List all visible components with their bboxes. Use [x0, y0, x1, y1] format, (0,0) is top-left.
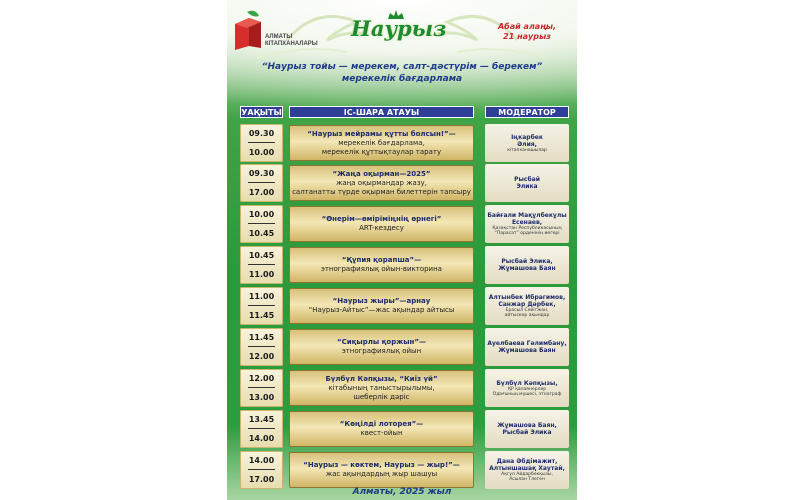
time-start: 09.30 — [248, 169, 275, 178]
event-title: “Наурыз жыры”—арнау — [332, 297, 431, 305]
moderator-cell — [485, 287, 569, 325]
moderator-name-2: Есенаев, — [511, 219, 543, 226]
event-cell — [289, 288, 474, 324]
event-desc: жаңа оқырмандар жазу, — [336, 178, 427, 187]
moderator-name: Ауелбаева Гәлимбану, — [487, 340, 567, 347]
time-end: 11.00 — [248, 270, 275, 279]
moderator-name-2: Жұмашова Баян — [498, 265, 556, 272]
time-divider — [248, 346, 275, 347]
time-cell — [240, 410, 283, 448]
time-cell — [240, 451, 283, 489]
event-title: “Наурыз — көктем, Наурыз — жыр!”— — [303, 461, 460, 469]
moderator-name-2: Рысбай Элика — [502, 429, 552, 436]
moderator-name: Алтынбек Ибрагимов, — [488, 294, 566, 301]
event-desc: этнографиялық ойын — [341, 347, 422, 355]
event-cell — [289, 452, 474, 488]
moderator-name-2: Жұмашова Баян — [498, 347, 556, 354]
time-divider — [248, 305, 275, 306]
schedule-row — [227, 164, 577, 202]
time-divider — [248, 223, 275, 224]
time-divider — [248, 182, 275, 183]
event-desc: ART-кездесу — [359, 224, 404, 232]
event-desc: квест-ойын — [360, 429, 403, 437]
moderator-name-2: Санжар Дәрбек, — [498, 301, 556, 308]
time-end: 12.00 — [248, 352, 275, 361]
time-divider — [248, 264, 275, 265]
time-start: 12.00 — [248, 374, 275, 383]
time-cell — [240, 124, 283, 162]
event-title: Бүлбүл Кәпқызы, “Киіз үй” — [325, 374, 438, 383]
brand-title: Наурыз — [351, 16, 447, 41]
time-end: 10.00 — [248, 148, 275, 157]
event-desc: этнографиялық ойын-викторина — [321, 265, 442, 273]
schedule-row — [227, 410, 577, 448]
time-start: 14.00 — [248, 456, 275, 465]
schedule-row — [227, 205, 577, 243]
moderator-cell — [485, 451, 569, 489]
moderator-note-2: Асылан Тлеген — [509, 477, 545, 482]
time-end: 17.00 — [248, 475, 275, 484]
moderator-name-2: Алтыншашақ Хаутай, — [489, 465, 565, 472]
moderator-name: Байғали Мақұлбекұлы — [487, 212, 567, 219]
moderator-cell — [485, 369, 569, 407]
time-end: 13.00 — [248, 393, 275, 402]
event-cell — [289, 165, 474, 201]
moderator-note: ҚР қалаөнерлер — [507, 386, 547, 392]
time-cell — [240, 205, 283, 243]
event-title: “Наурыз мейрамы құтты болсын!”— — [307, 129, 456, 138]
time-divider — [248, 428, 275, 429]
library-logo-icon — [233, 8, 263, 52]
time-end: 14.00 — [248, 434, 275, 443]
time-start: 13.45 — [248, 415, 275, 424]
moderator-cell — [485, 246, 569, 284]
time-cell — [240, 246, 283, 284]
time-cell — [240, 164, 283, 202]
moderator-name: Жұмашова Баян, — [497, 422, 557, 429]
event-cell — [289, 247, 474, 283]
column-header-time: УАҚЫТЫ — [241, 108, 282, 117]
event-desc: “Наурыз-Айтыс”—жас ақындар айтысы — [308, 306, 455, 314]
moderator-note-2: Одағының мүшесі, этнограф — [492, 391, 562, 397]
library-logo-text: АЛМАТЫ КІТАПХАНАЛАРЫ — [265, 34, 318, 47]
event-cell — [289, 206, 474, 242]
moderator-name: Рысбай Элика, — [501, 258, 553, 265]
time-divider — [248, 387, 275, 388]
moderator-name: Дана Әбдімажит, — [496, 458, 558, 465]
event-cell — [289, 411, 474, 447]
moderator-name-2: Әлия, — [517, 140, 537, 148]
schedule-row — [227, 124, 577, 162]
moderator-name: Іңкарбек — [511, 133, 543, 141]
time-end: 10.45 — [248, 229, 275, 238]
time-start: 09.30 — [248, 129, 275, 138]
event-title: “Сиқырлы қоржын”— — [337, 338, 426, 346]
moderator-note: Қазақстан Республикасының — [492, 226, 562, 231]
moderator-note-2: айтыскер ақындар — [504, 313, 550, 318]
time-end: 17.00 — [248, 188, 275, 197]
moderator-name: Рысбай — [514, 176, 540, 183]
moderator-cell — [485, 164, 569, 202]
moderator-note: Ақгул Айдарбекқызы, — [501, 472, 553, 477]
event-title: “Құпия қорапша”— — [341, 256, 422, 264]
event-desc: кітабының таныстырылымы, — [328, 383, 435, 392]
schedule-row — [227, 246, 577, 284]
moderator-name: Бүлбүл Кәпқызы, — [496, 379, 558, 387]
column-header-event: ІС-ШАРА АТАУЫ — [289, 106, 474, 118]
time-end: 11.45 — [248, 311, 275, 320]
schedule-row — [227, 369, 577, 407]
moderator-note-2: “Парасат” орденінің иегері — [494, 231, 560, 236]
event-desc: мерекелік бағдарлама, — [338, 138, 425, 147]
moderator-note: кітапханашылар — [507, 147, 547, 153]
program-title: “Наурыз тойы — мерекем, салт-дәстүрім — берекем” мерекелік бағдарлама — [261, 62, 543, 84]
column-header-moderator: МОДЕРАТОР — [485, 106, 569, 118]
schedule-row — [227, 287, 577, 325]
time-start: 10.00 — [248, 210, 275, 219]
event-cell — [289, 125, 474, 161]
time-cell — [240, 328, 283, 366]
moderator-cell — [485, 410, 569, 448]
schedule-row — [227, 328, 577, 366]
event-desc-extra: шеберлік дәріс — [353, 392, 410, 401]
schedule-row — [227, 451, 577, 489]
event-title: “Көңілді лоторея”— — [339, 420, 424, 428]
event-date-location: Абай алаңы, 21 наурыз — [497, 22, 557, 41]
moderator-cell — [485, 328, 569, 366]
time-divider — [248, 142, 275, 143]
event-poster — [227, 0, 577, 500]
moderator-cell — [485, 205, 569, 243]
event-desc-extra: мерекелік құттықтаулар тарату — [321, 147, 442, 156]
moderator-note: Ерасыл Сейітжан, — [505, 308, 549, 313]
time-start: 11.45 — [248, 333, 275, 342]
event-title: “Жаңа оқырман—2025” — [332, 169, 431, 178]
time-cell — [240, 369, 283, 407]
event-cell — [289, 370, 474, 406]
moderator-name-2: Элика — [516, 183, 538, 190]
time-divider — [248, 469, 275, 470]
time-cell — [240, 287, 283, 325]
moderator-cell — [485, 124, 569, 162]
time-start: 11.00 — [248, 292, 275, 301]
event-desc-extra: салтанатты түрде оқырман билеттерін тапсыру — [292, 187, 471, 196]
event-title: “Өнерім—өміріміңнің өрнегі” — [321, 215, 442, 223]
time-start: 10.45 — [248, 251, 275, 260]
footer-place-year: Алматы, 2025 жыл — [352, 487, 452, 497]
event-desc: жас ақындардың жыр шашуы — [325, 470, 438, 478]
event-cell — [289, 329, 474, 365]
